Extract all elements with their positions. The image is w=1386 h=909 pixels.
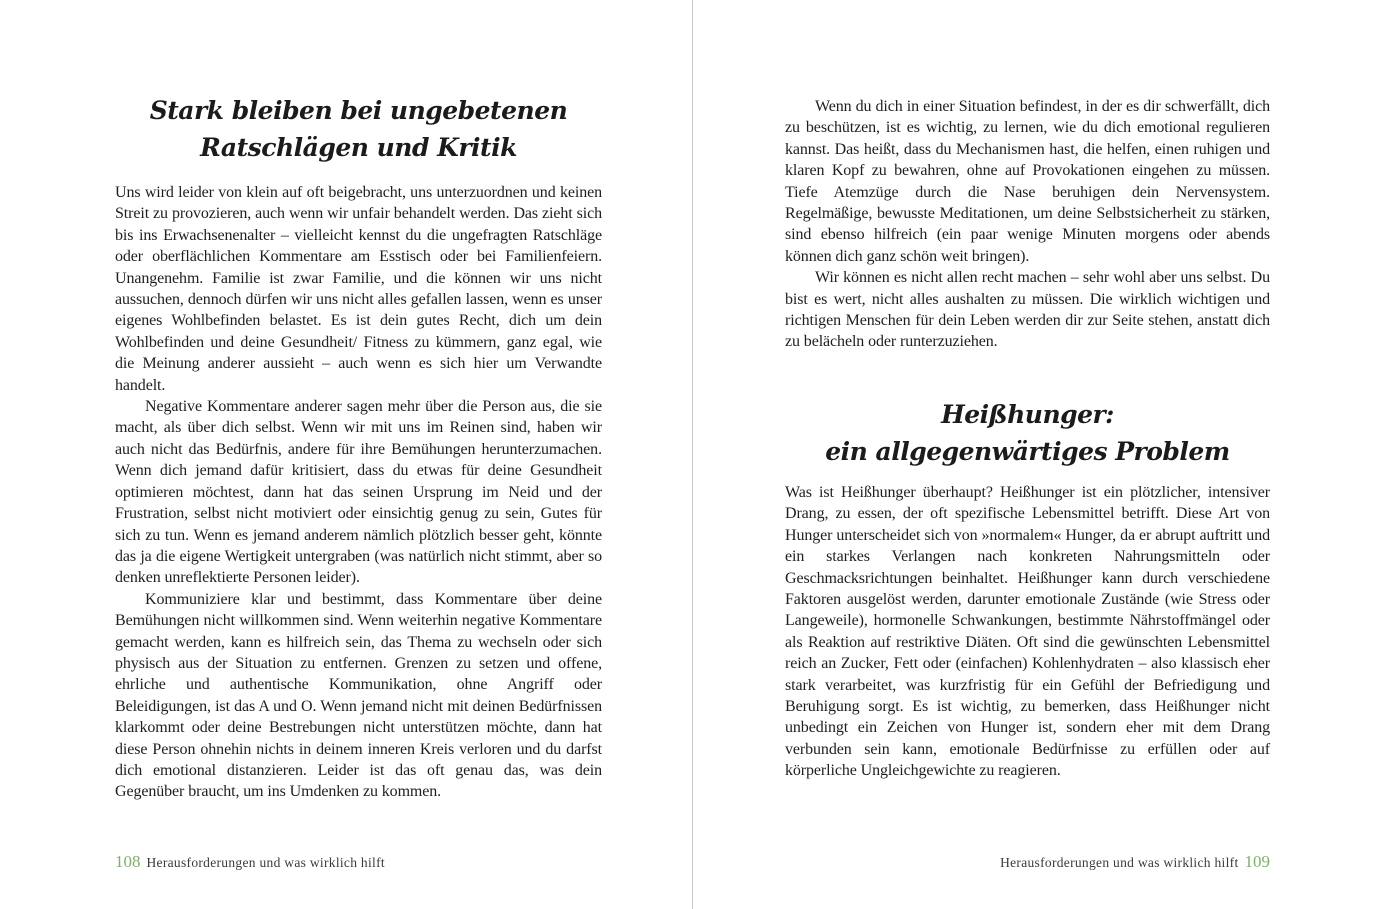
right-page [785, 0, 1270, 909]
left-heading-line1: Stark bleiben bei ungebetenen [149, 96, 568, 125]
left-section-heading [115, 92, 602, 166]
right-page-footer [1000, 852, 1270, 872]
left-paragraph-3: Kommuniziere klar und bestimmt, dass Kommentare über deine Bemühungen nicht willkommen sind. Wenn weiterhin negative Kommentare gemacht werden, kann es hilfreich sein, das Thema zu wechseln oder sich physisch aus der Situation zu entfernen. Grenzen zu setzen und offene, ehrliche und authentische Kommunikation, ohne Angriff oder Beleidigungen, ist das A und O. Wenn jemand nicht mit deinen Bedürfnissen klarkommt oder deine Bestrebungen nicht unterstützen möchte, dann hat diese Person ohnehin nichts in deinem inneren Kreis verloren und du darfst dich emotional distanzieren. Leider ist das oft genau das, was dein Gegenüber braucht, um ins Umdenken zu kommen. [115, 590, 602, 801]
left-body-text [115, 182, 602, 803]
left-paragraph-1: Uns wird leider von klein auf oft beigebracht, uns unterzuordnen und keinen Streit zu provozieren, auch wenn wir unfair behandelt werden. Das zieht sich bis ins Erwachsenenalter – vielleicht kennst du die ungefragten Ratschläge oder oberflächlichen Kommentare am Esstisch oder bei Familienfeiern. Unangenehm. Familie ist zwar Familie, und die können wir uns nicht aussuchen, dennoch dürfen wir uns nicht alles gefallen lassen, wenn es unser eigenes Wohlbefinden belastet. Es ist dein gutes Recht, dich um dein Wohlbefinden und deine Gesundheit/ Fitness zu kümmern, ganz egal, wie die Meinung anderer aussieht – auch wenn es sich hier um Verwandte handelt. [115, 184, 602, 394]
right-top-body-text [785, 96, 1270, 353]
right-paragraph-2: Wir können es nicht allen recht machen – sehr wohl aber uns selbst. Du bist es wert, nicht alles aushalten zu müssen. Die wirklich wichtigen und richtigen Menschen für dein Leben werden dir zur Seite stehen, anstatt dich zu belächeln oder runterzuziehen. [785, 269, 1270, 351]
left-page-footer [115, 852, 385, 872]
right-section-heading [785, 396, 1270, 470]
right-heading-line1: Heißhunger: [941, 400, 1114, 429]
right-paragraph-3: Was ist Heißhunger überhaupt? Heißhunger ist ein plötzlicher, intensiver Drang, zu essen, der oft spezifische Lebensmittel betrifft. Diese Art von Hunger unterscheidet sich von »normalem« Hunger, da er abrupt auftritt und ein starkes Verlangen nach konkreten Nahrungsmitteln oder Geschmacksrichtungen beinhaltet. Heißhunger kann durch verschiedene Faktoren ausgelöst werden, darunter emotionale Zustände (wie Stress oder Langeweile), hormonelle Schwankungen, bestimmte Nährstoffmängel oder als Reaktion auf restriktive Diäten. Oft sind die gewünschten Lebensmittel reich an Zucker, Fett oder (einfachen) Kohlenhydraten – also klassisch eher stark verarbeitet, was kurzfristig für ein Gefühl der Befriedigung und Beruhigung sorgt. Es ist wichtig, zu bemerken, dass Heißhunger nicht unbedingt ein Zeichen von Hunger ist, sondern eher mit dem Drang verbunden sein kann, emotionale Bedürfnisse zu erfüllen oder auf körperliche Ungleichgewichte zu reagieren. [785, 484, 1270, 780]
right-paragraph-1: Wenn du dich in einer Situation befindest, in der es dir schwerfällt, dich zu beschützen, ist es wichtig, zu lernen, wie du dich emotional regulieren kannst. Das heißt, dass du Mechanismen hast, die helfen, einen ruhigen und klaren Kopf zu bewahren, ohne auf Provokationen eingehen zu müssen. Tiefe Atemzüge durch die Nase beruhigen dein Nervensystem. Regelmäßige, bewusste Meditationen, um deine Selbstsicherheit zu stärken, sind ebenso hilfreich (ein paar wenige Minuten morgens oder abends können dich ganz schön weit bringen). [785, 98, 1270, 265]
left-heading-line2: Ratschlägen und Kritik [200, 133, 517, 162]
right-bottom-body-text [785, 482, 1270, 782]
page-gutter [692, 0, 693, 909]
right-running-title: Herausforderungen und was wirklich hilft [1000, 855, 1239, 870]
left-running-title: Herausforderungen und was wirklich hilft [146, 855, 385, 870]
right-heading-line2: ein allgegenwärtiges Problem [825, 437, 1230, 466]
left-page-number: 108 [115, 852, 141, 871]
left-page [115, 0, 602, 909]
left-paragraph-2: Negative Kommentare anderer sagen mehr über die Person aus, die sie macht, als über dich selbst. Wenn wir mit uns im Reinen sind, haben wir auch nicht das Bedürfnis, andere für ihre Bemühungen herunterzumachen. Wenn dich jemand dafür kritisiert, dass du etwas für deine Gesundheit optimieren möchtest, dann hat das seinen Ursprung im Neid und der Frustration, selbst nicht motiviert oder einsichtig genug zu sein, Gutes für sich zu tun. Wenn es jemand anderem nämlich plötzlich besser geht, könnte das ja die eigene Wertigkeit untergraben (was natürlich nicht stimmt, aber so denken unreflektierte Personen leider). [115, 398, 602, 587]
right-page-number: 109 [1244, 852, 1270, 871]
